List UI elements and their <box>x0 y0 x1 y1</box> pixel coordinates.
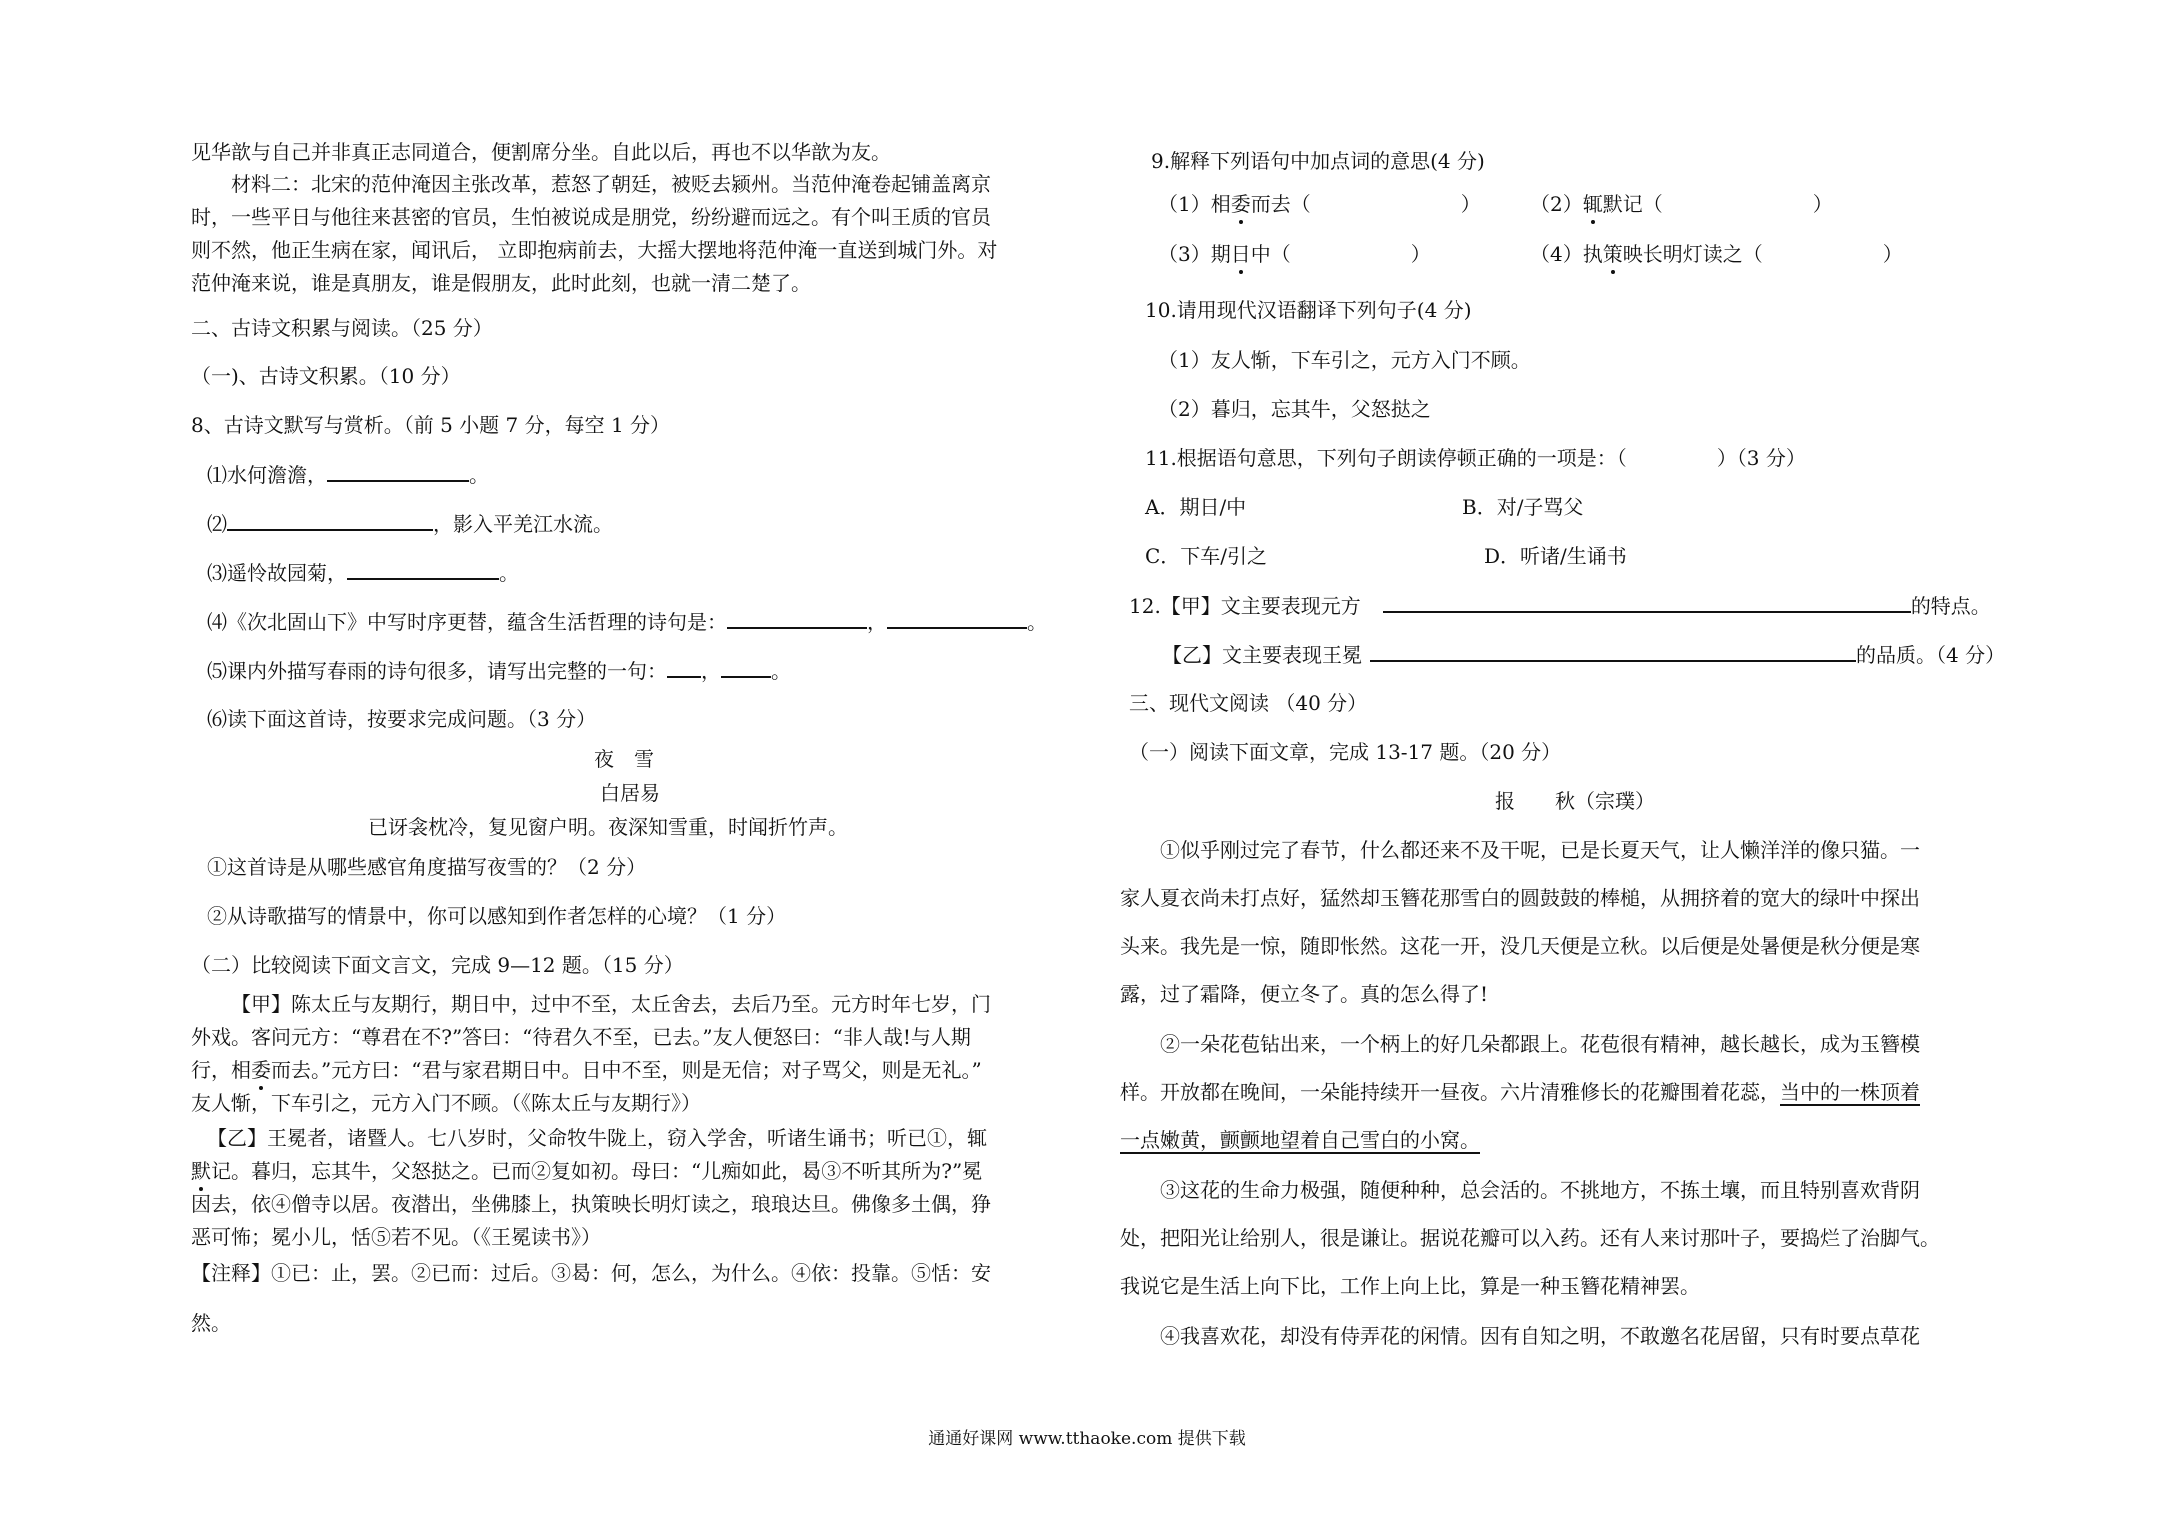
subsection-heading: （一)、古诗文积累。（10 分） <box>191 364 461 388</box>
annotation-line: 然。 <box>191 1311 231 1335</box>
annotation-line: 【注释】①已：止，罢。②已而：过后。③曷：何，怎么，为什么。④依：投靠。⑤恬：安 <box>191 1261 991 1285</box>
underlined-sentence: 当中的一株顶着 <box>1780 1080 1920 1104</box>
article-line: 处，把阳光让给别人，很是谦让。据说花瓣可以入药。还有人来讨那叶子，要捣烂了治脚气。 <box>1120 1226 1940 1250</box>
dotted-word: 辄 <box>1582 192 1603 216</box>
q10-item-1: （1）友人惭，下车引之，元方入门不顾。 <box>1158 348 1531 372</box>
article-line: 我说它是生活上向下比，工作上向上比，算是一种玉簪花精神罢。 <box>1120 1274 1700 1298</box>
answer-blank <box>347 562 499 580</box>
underlined-sentence: 一点嫩黄，颤颤地望着自己雪白的小窝。 <box>1120 1128 1480 1152</box>
text-line: 范仲淹来说，谁是真朋友，谁是假朋友，此时此刻，也就一清二楚了。 <box>191 271 811 295</box>
answer-blank <box>1370 644 1856 662</box>
option-c: C．下车/引之 <box>1145 544 1268 568</box>
question-12-jia: 12.【甲】文主要表现元方 的特点。 <box>1129 594 1991 618</box>
passage-jia-line: 行，相委而去。”元方曰：“君与家君期日中。日中不至，则是无信；对子骂父，则是无礼。” <box>191 1058 982 1082</box>
article-line: ③这花的生命力极强，随便种种，总会活的。不挑地方，不拣土壤，而且特别喜欢背阴 <box>1160 1178 1920 1202</box>
text-line: 则不然，他正生病在家，闻讯后， 立即抱病前去，大摇大摆地将范仲淹一直送到城门外。对 <box>191 238 998 262</box>
article-line: 头来。我先是一惊，随即怅然。这花一开，没几天便是立秋。以后便是处暑便是秋分便是寒 <box>1120 934 1920 958</box>
fill-item-2: ⑵ ，影入平羌江水流。 <box>207 512 613 536</box>
footer-source: 通通好课网 www.tthaoke.com 提供下载 <box>928 1429 1246 1449</box>
option-d: D．听诸/生诵书 <box>1484 544 1627 568</box>
answer-blank <box>1383 595 1911 613</box>
poem-author: 白居易 <box>600 781 660 805</box>
answer-blank <box>227 513 433 531</box>
dotted-word: 委 <box>251 1058 271 1082</box>
article-line: 露，过了霜降，便立冬了。真的怎么得了! <box>1120 982 1489 1006</box>
text-line: 材料二：北宋的范仲淹因主张改革，惹怒了朝廷，被贬去颍州。当范仲淹卷起铺盖离京 <box>231 172 991 196</box>
article-line: ②一朵花苞钻出来，一个柄上的好几朵都跟上。花苞很有精神，越长越长，成为玉簪模 <box>1160 1032 1920 1056</box>
question-12-yi: 【乙】文主要表现王冕 的品质。（4 分） <box>1162 643 2006 667</box>
text-line: 时，一些平日与他往来甚密的官员，生怕被说成是朋党，纷纷避而远之。有个叫王质的官员 <box>191 205 991 229</box>
answer-blank <box>667 660 701 678</box>
answer-blank <box>887 611 1027 629</box>
passage-jia-line: 外戏。客问元方：“尊君在不?”答曰：“待君久不至，已去。”友人便怒曰：“非人哉!与人期 <box>191 1025 971 1049</box>
passage-yi-line: 因去，依④僧寺以居。夜潜出，坐佛膝上，执策映长明灯读之，琅琅达旦。佛像多土偶，狰 <box>191 1192 991 1216</box>
question-9: 9.解释下列语句中加点词的意思(4 分) <box>1151 149 1485 173</box>
q9-item-3: （3）期日中（ ） <box>1158 242 1431 266</box>
passage-jia-line: 【甲】陈太丘与友期行，期日中，过中不至，太丘舍去，去后乃至。元方时年七岁，门 <box>231 992 991 1016</box>
subsection-heading: （一）阅读下面文章，完成 13-17 题。（20 分） <box>1129 740 1562 764</box>
article-line: 家人夏衣尚未打点好，猛然却玉簪花那雪白的圆鼓鼓的棒槌，从拥挤着的宽大的绿叶中探出 <box>1120 886 1920 910</box>
fill-item-5: ⑸课内外描写春雨的诗句很多，请写出完整的一句： ， 。 <box>207 659 791 683</box>
passage-jia-line: 友人惭，下车引之，元方入门不顾。（《陈太丘与友期行》） <box>191 1091 701 1115</box>
poem-title: 夜 雪 <box>594 747 654 771</box>
dotted-word: 委 <box>1230 192 1251 216</box>
article-line: 样。开放都在晚间，一朵能持续开一昼夜。六片清雅修长的花瓣围着花蕊，当中的一株顶着 <box>1120 1080 1920 1104</box>
answer-blank <box>721 660 771 678</box>
article-title: 报 秋（宗璞） <box>1495 789 1655 813</box>
subsection-heading: （二）比较阅读下面文言文，完成 9—12 题。（15 分） <box>191 953 684 977</box>
q10-item-2: （2）暮归，忘其牛，父怒挞之 <box>1158 397 1431 421</box>
article-line: ④我喜欢花，却没有侍弄花的闲情。因有自知之明，不敢邀名花居留，只有时要点草花 <box>1160 1324 1920 1348</box>
text-line: 见华歆与自己并非真正志同道合，便割席分坐。自此以后，再也不以华歆为友。 <box>191 140 891 164</box>
q9-item-2: （2）辄默记（ ） <box>1530 192 1833 216</box>
section-heading: 三、现代文阅读 （40 分） <box>1129 691 1368 715</box>
section-heading: 二、古诗文积累与阅读。（25 分） <box>191 316 493 340</box>
question-11: 11.根据语句意思，下列句子朗读停顿正确的一项是：（ ）（3 分） <box>1145 446 1806 470</box>
passage-yi-line: 默记。暮归，忘其牛，父怒挞之。已而②复如初。母曰：“儿痴如此，曷③不听其所为?”冕 <box>191 1159 983 1183</box>
dotted-word: 默 <box>191 1159 211 1183</box>
question-10: 10.请用现代汉语翻译下列句子(4 分) <box>1145 298 1472 322</box>
poem-text: 已讶衾枕冷，复见窗户明。夜深知雪重，时闻折竹声。 <box>368 815 848 839</box>
answer-blank <box>727 611 867 629</box>
dotted-word: 日 <box>1230 242 1251 266</box>
q9-item-4: （4）执策映长明灯读之（ ） <box>1530 242 1903 266</box>
answer-blank <box>327 464 469 482</box>
fill-item-4: ⑷《次北固山下》中写时序更替，蕴含生活哲理的诗句是： ， 。 <box>207 610 1047 634</box>
passage-yi-line: 【乙】王冕者，诸暨人。七八岁时，父命牧牛陇上，窃入学舍，听诸生诵书；听已①，辄 <box>207 1126 987 1150</box>
fill-item-3: ⑶遥怜故园菊， 。 <box>207 561 519 585</box>
option-a: A．期日/中 <box>1145 495 1247 519</box>
passage-yi-line: 恶可怖；冕小儿，恬⑤若不见。（《王冕读书》） <box>191 1225 601 1249</box>
fill-item-1: ⑴水何澹澹， 。 <box>207 463 489 487</box>
article-line: ①似乎刚过完了春节，什么都还来不及干呢，已是长夏天气，让人懒洋洋的像只猫。一 <box>1160 838 1920 862</box>
fill-item-6: ⑹读下面这首诗，按要求完成问题。（3 分） <box>207 707 597 731</box>
option-b: B．对/子骂父 <box>1462 495 1584 519</box>
poem-question-2: ②从诗歌描写的情景中，你可以感知到作者怎样的心境？（1 分） <box>207 904 787 928</box>
dotted-word: 策 <box>1602 242 1623 266</box>
poem-question-1: ①这首诗是从哪些感官角度描写夜雪的？（2 分） <box>207 855 647 879</box>
question-8: 8、古诗文默写与赏析。（前 5 小题 7 分，每空 1 分） <box>191 413 671 437</box>
q9-item-1: （1）相委而去（ ） <box>1158 192 1481 216</box>
